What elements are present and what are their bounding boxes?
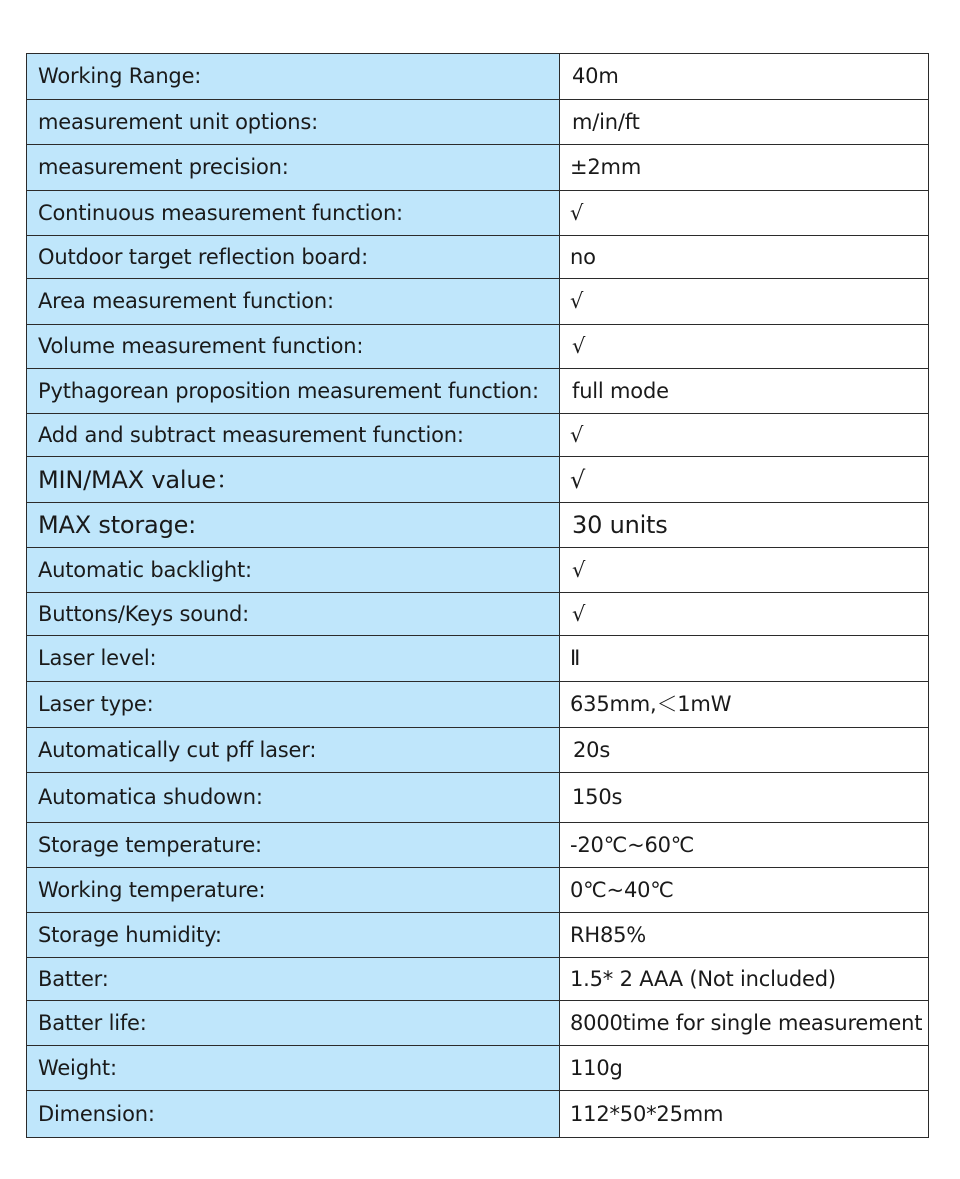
- spec-label: Buttons/Keys sound:: [27, 593, 560, 636]
- spec-value: full mode: [560, 369, 929, 414]
- spec-label: Add and subtract measurement function:: [27, 414, 560, 457]
- table-row: [27, 636, 929, 682]
- spec-value: 30 units: [560, 503, 929, 548]
- table-row: [27, 1001, 929, 1046]
- table-row: [27, 823, 929, 868]
- spec-label: Automatic backlight:: [27, 548, 560, 593]
- spec-value: 112*50*25mm: [560, 1091, 929, 1138]
- spec-label: MIN/MAX value：: [27, 457, 560, 503]
- spec-label: measurement precision:: [27, 145, 560, 191]
- spec-label: Storage temperature:: [27, 823, 560, 868]
- spec-value: √: [560, 279, 929, 325]
- table-row: [27, 236, 929, 279]
- spec-label: Volume measurement function:: [27, 325, 560, 369]
- spec-label: Outdoor target reflection board:: [27, 236, 560, 279]
- table-row: [27, 54, 929, 100]
- spec-value: √: [560, 325, 929, 369]
- spec-label: Laser type:: [27, 682, 560, 728]
- spec-label: Continuous measurement function:: [27, 191, 560, 236]
- table-row: [27, 682, 929, 728]
- table-row: [27, 728, 929, 773]
- table-row: [27, 958, 929, 1001]
- spec-label: Working Range:: [27, 54, 560, 100]
- spec-label: Automatica shudown:: [27, 773, 560, 823]
- spec-label: measurement unit options:: [27, 100, 560, 145]
- spec-label: Dimension:: [27, 1091, 560, 1138]
- spec-value: √: [560, 414, 929, 457]
- table-row: [27, 773, 929, 823]
- spec-value: 20s: [560, 728, 929, 773]
- spec-label: Area measurement function:: [27, 279, 560, 325]
- table-row: [27, 548, 929, 593]
- table-row: [27, 100, 929, 145]
- spec-table-body: [27, 54, 929, 1138]
- table-row: [27, 279, 929, 325]
- table-row: [27, 145, 929, 191]
- table-row: [27, 414, 929, 457]
- spec-label: Weight:: [27, 1046, 560, 1091]
- spec-value: 1.5* 2 AAA (Not included): [560, 958, 929, 1001]
- spec-value: √: [560, 191, 929, 236]
- spec-value: √: [560, 548, 929, 593]
- spec-label: Batter life:: [27, 1001, 560, 1046]
- spec-value: ±2mm: [560, 145, 929, 191]
- spec-label: Laser level:: [27, 636, 560, 682]
- spec-value: RH85%: [560, 913, 929, 958]
- table-row: [27, 325, 929, 369]
- table-row: [27, 868, 929, 913]
- table-row: [27, 1091, 929, 1138]
- spec-label: Working temperature:: [27, 868, 560, 913]
- spec-value: 40m: [560, 54, 929, 100]
- spec-value: 110g: [560, 1046, 929, 1091]
- table-row: [27, 191, 929, 236]
- spec-value: Ⅱ: [560, 636, 929, 682]
- spec-value: no: [560, 236, 929, 279]
- spec-label: Pythagorean proposition measurement function:: [27, 369, 560, 414]
- spec-table: [26, 53, 929, 1138]
- spec-value: -20℃~60℃: [560, 823, 929, 868]
- table-row: [27, 1046, 929, 1091]
- spec-value: 150s: [560, 773, 929, 823]
- table-row: [27, 913, 929, 958]
- spec-value: √: [560, 593, 929, 636]
- spec-value: 0℃~40℃: [560, 868, 929, 913]
- spec-value: √: [560, 457, 929, 503]
- spec-label: MAX storage:: [27, 503, 560, 548]
- spec-label: Automatically cut pff laser:: [27, 728, 560, 773]
- spec-value: m/in/ft: [560, 100, 929, 145]
- table-row: [27, 503, 929, 548]
- spec-label: Storage humidity:: [27, 913, 560, 958]
- spec-label: Batter:: [27, 958, 560, 1001]
- spec-value: 635mm,＜1mW: [560, 682, 929, 728]
- table-row: [27, 369, 929, 414]
- table-row: [27, 593, 929, 636]
- spec-value: 8000time for single measurement: [560, 1001, 929, 1046]
- table-row: [27, 457, 929, 503]
